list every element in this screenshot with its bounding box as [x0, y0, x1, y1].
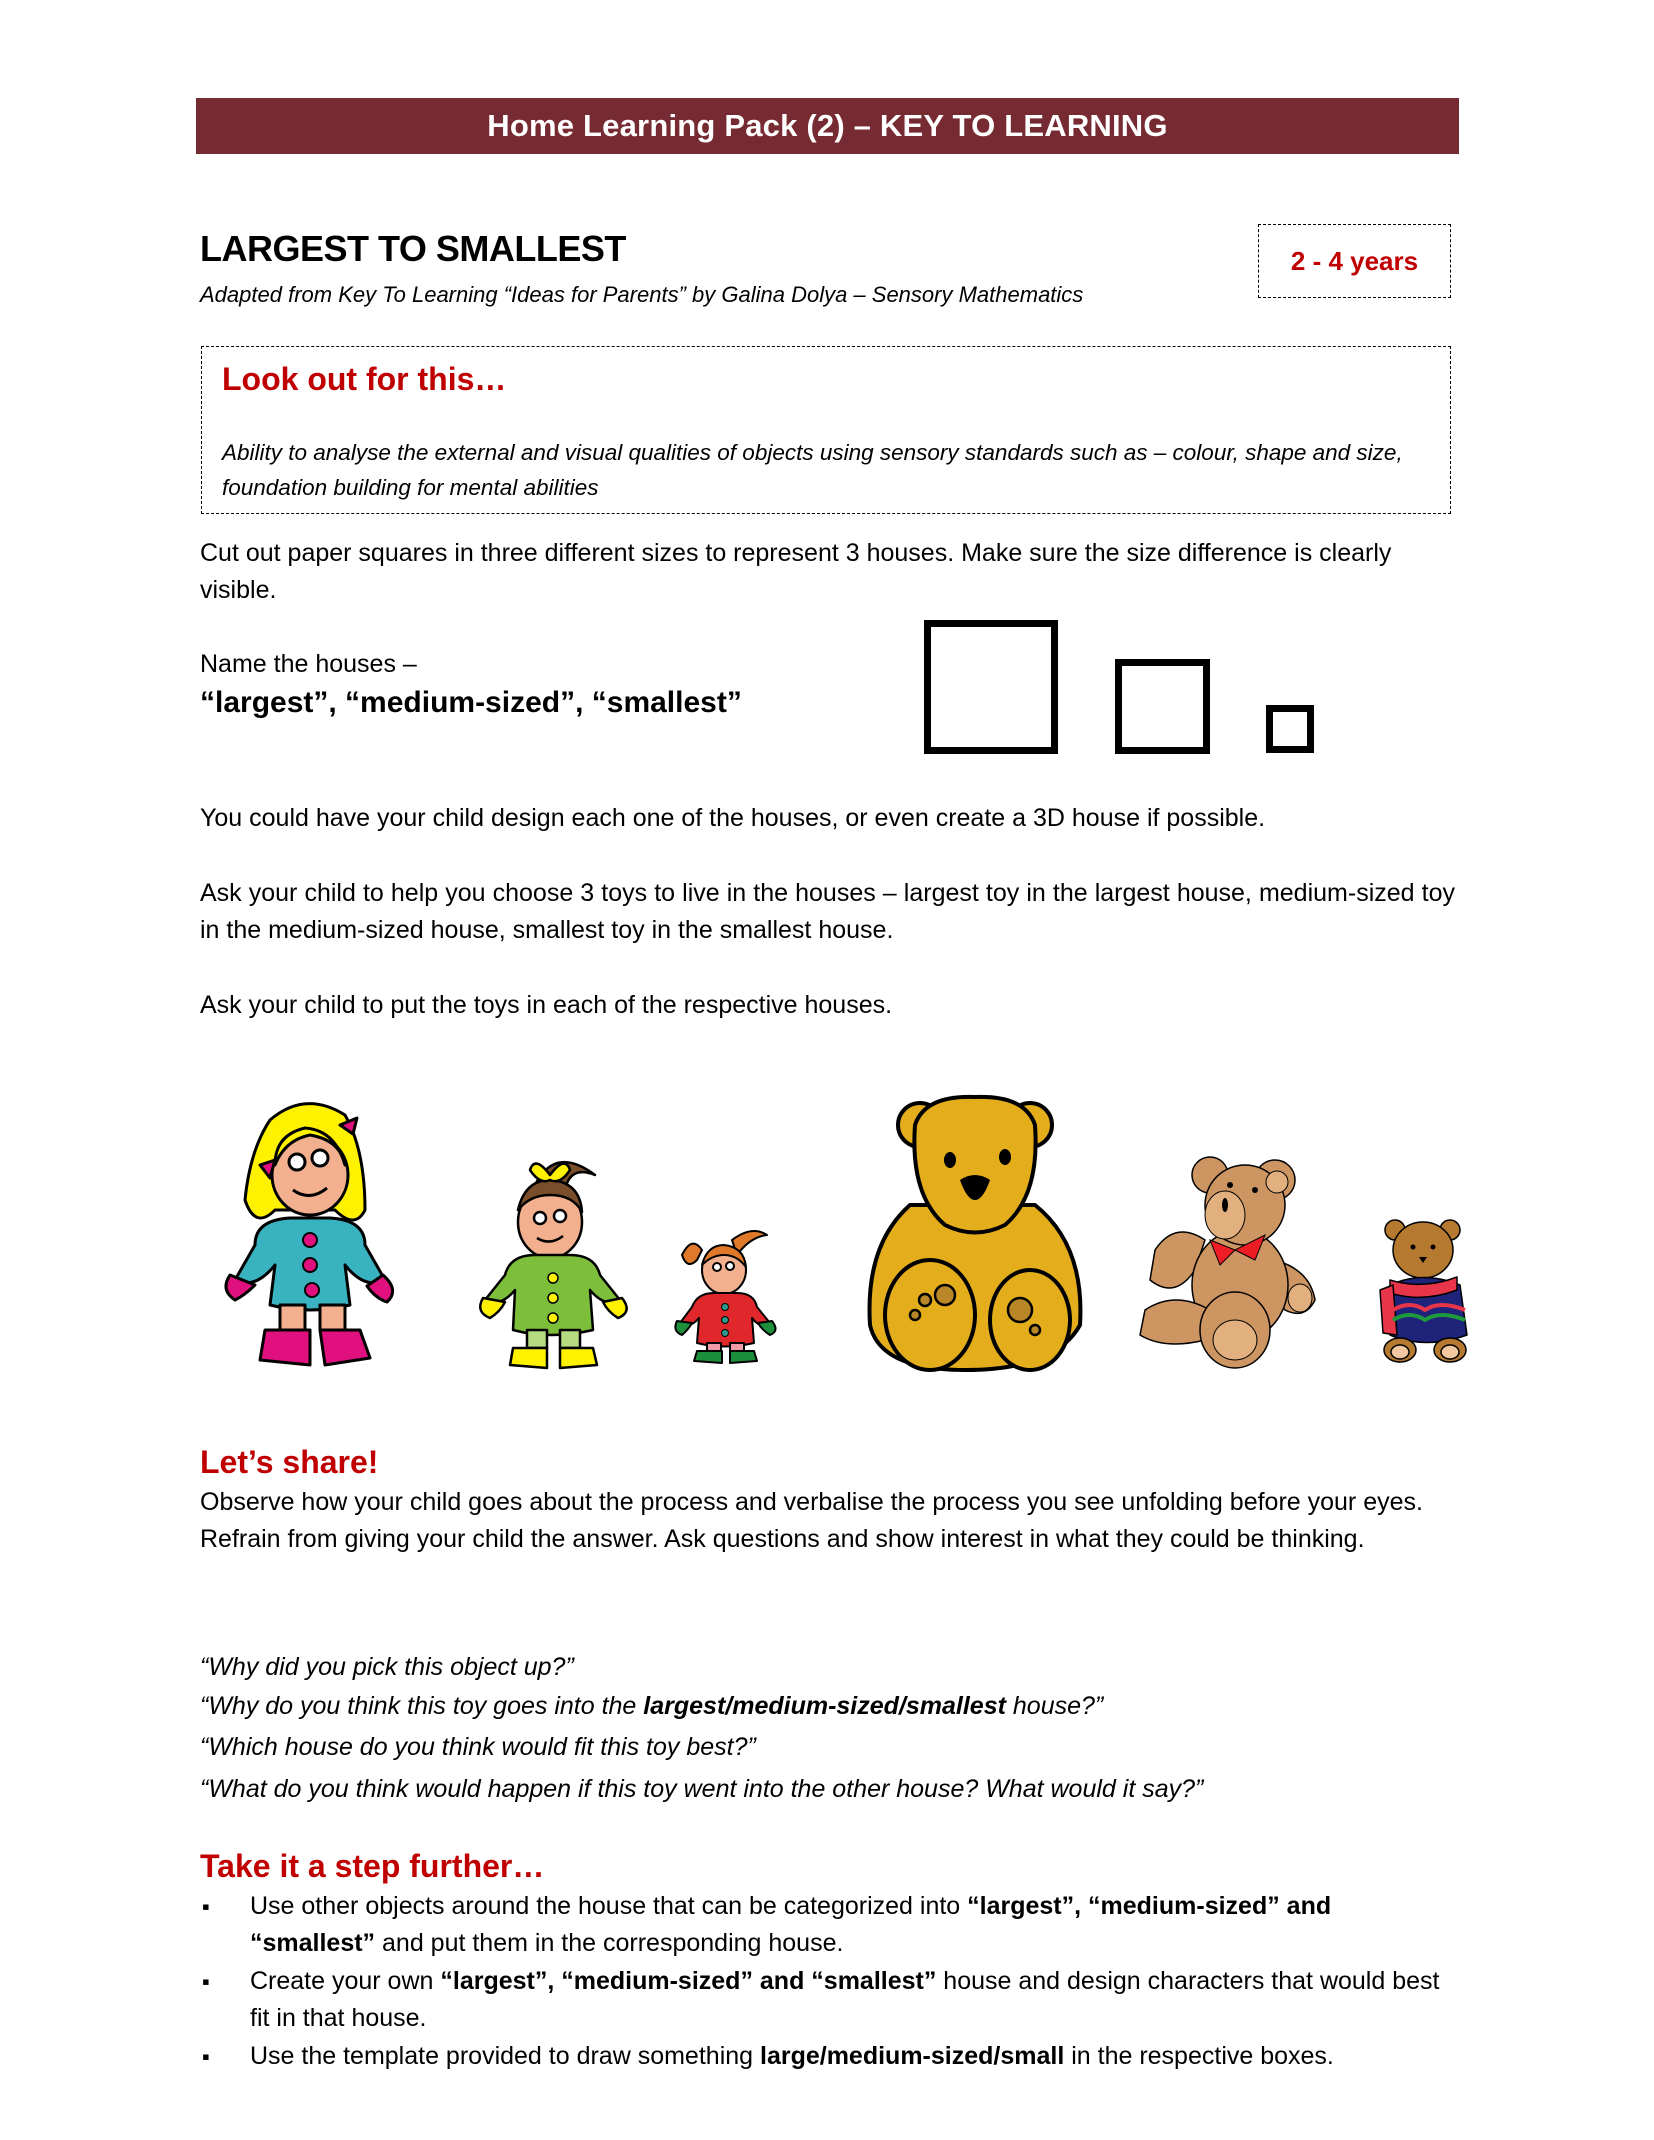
largest-house-square: [924, 620, 1058, 754]
bullet-icon: ▪: [202, 1969, 210, 1994]
question-emphasis: largest/medium-sized/smallest: [643, 1692, 1006, 1720]
header-banner: [196, 98, 1459, 154]
question-text: “Why do you think this toy goes into the: [200, 1692, 644, 1720]
further-heading: Take it a step further…: [200, 1848, 545, 1884]
bullet-icon: ▪: [202, 1894, 210, 1919]
house-names: “largest”, “medium-sized”, “smallest”: [200, 686, 742, 719]
further-item-1: [200, 1888, 1455, 1962]
medium-bear-illustration: [1135, 1150, 1335, 1370]
question-text: house?”: [1005, 1692, 1104, 1720]
lets-share-text: Observe how your child goes about the process and verbalise the process you see unfolding before your eyes. Refrain from giving your child the answer. Ask questions and show interest in what they could be thinking.: [200, 1488, 1423, 1553]
further-item-text: Create your own “largest”, “medium-sized” and “smallest” house and design characters that would best fit in that house.: [250, 1967, 1440, 2032]
further-item-3: [200, 2038, 1455, 2075]
question-text: “Why did you pick this object up?”: [200, 1653, 574, 1681]
question-text: “Which house do you think would fit this toy best?”: [200, 1733, 756, 1761]
activity-subtitle: Adapted from Key To Learning “Ideas for Parents” by Galina Dolya – Sensory Mathematics: [200, 282, 1084, 307]
smallest-house-square: [1266, 705, 1314, 753]
question-1: [200, 1653, 574, 1682]
question-3: [200, 1733, 756, 1762]
question-2: [200, 1692, 1103, 1721]
lookout-box: [201, 346, 1451, 514]
activity-title: LARGEST TO SMALLEST: [200, 228, 626, 269]
further-item-2: [200, 1963, 1455, 2037]
medium-house-square: [1115, 659, 1210, 754]
instruction-paragraph-2: You could have your child design each one of the houses, or even create a 3D house if possible.: [200, 804, 1266, 832]
large-doll-illustration: [215, 1090, 435, 1370]
lets-share-heading: Let’s share!: [200, 1444, 379, 1480]
question-4: [200, 1775, 1203, 1804]
lookout-text: Ability to analyse the external and visual qualities of objects using sensory standards such as – colour, shape and size, foundation building for mental abilities: [222, 440, 1403, 500]
instruction-paragraph-1: Cut out paper squares in three different sizes to represent 3 houses. Make sure the size difference is clearly visible.: [200, 539, 1392, 604]
large-bear-illustration: [855, 1085, 1095, 1375]
age-range-badge: [1258, 224, 1451, 298]
small-doll-illustration: [672, 1225, 777, 1365]
bullet-icon: ▪: [202, 2044, 210, 2069]
name-houses-label: Name the houses –: [200, 650, 417, 678]
age-range-text: 2 - 4 years: [1290, 245, 1419, 276]
small-bear-illustration: [1375, 1215, 1480, 1365]
question-text: “What do you think would happen if this toy went into the other house? What would it say?”: [200, 1775, 1204, 1803]
instruction-paragraph-3: Ask your child to help you choose 3 toys to live in the houses – largest toy in the largest house, medium-sized toy in the medium-sized house, smallest toy in the smallest house.: [200, 879, 1455, 944]
instruction-paragraph-4: Ask your child to put the toys in each of the respective houses.: [200, 991, 893, 1019]
lookout-title: Look out for this…: [222, 361, 507, 397]
further-item-text: Use other objects around the house that can be categorized into “largest”, “medium-sized” and “smallest” and put them in the corresponding house.: [250, 1892, 1332, 1957]
medium-doll-illustration: [475, 1150, 640, 1370]
further-item-text: Use the template provided to draw something large/medium-sized/small in the respective boxes.: [250, 2042, 1334, 2070]
banner-title: Home Learning Pack (2) – KEY TO LEARNING: [487, 108, 1168, 143]
